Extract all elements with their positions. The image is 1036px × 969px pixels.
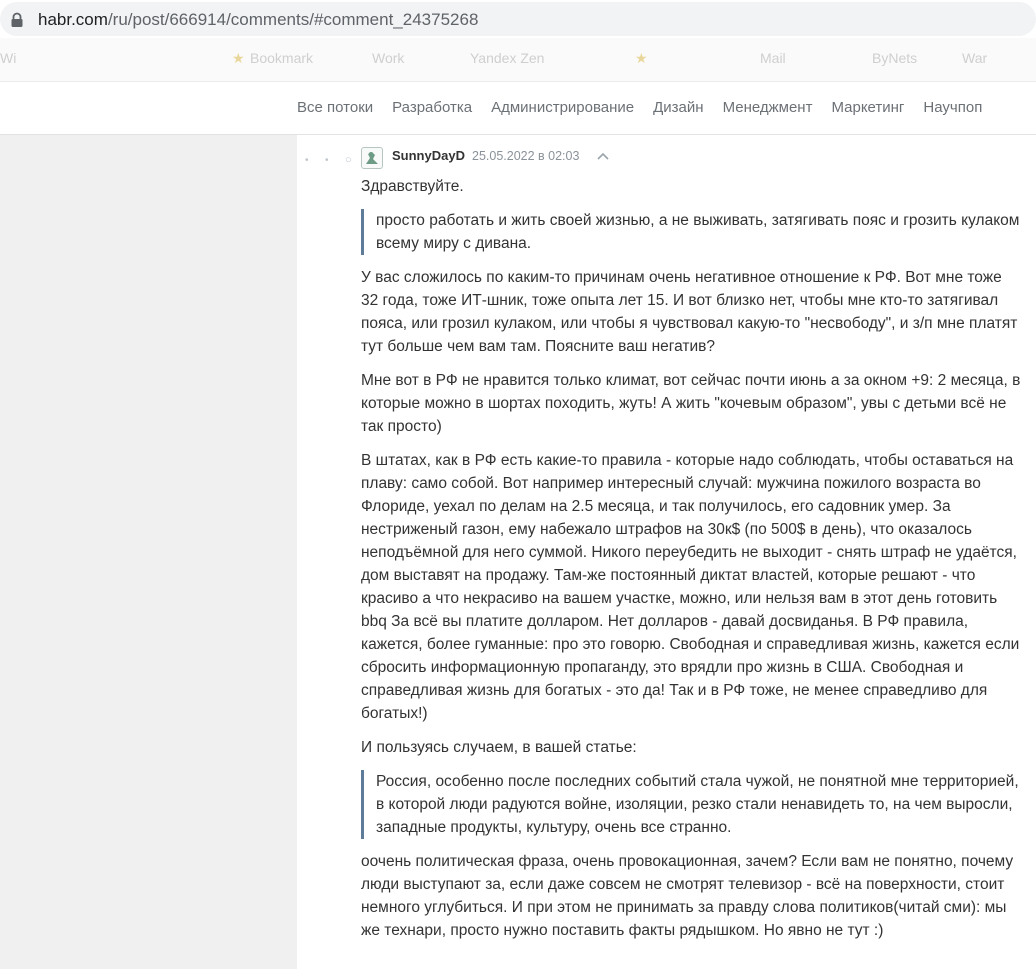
avatar[interactable] — [361, 147, 383, 169]
nav-management[interactable]: Менеджмент — [722, 99, 813, 116]
lock-icon[interactable] — [10, 12, 24, 28]
comment-paragraph: И пользуясь случаем, в вашей статье: — [361, 739, 637, 756]
bookmark-item[interactable]: Mail — [760, 50, 786, 66]
url-path: /ru/post/666914/comments/#comment_24375268 — [107, 10, 479, 29]
nav-all-flows[interactable]: Все потоки — [297, 99, 374, 116]
avatar-identicon-icon — [362, 148, 382, 168]
nav-marketing[interactable]: Маркетинг — [831, 99, 905, 116]
url-domain: habr.com — [38, 10, 108, 29]
nav-development[interactable]: Разработка — [392, 99, 473, 116]
bookmark-item[interactable]: Yandex Zen — [470, 50, 545, 66]
thread-circle-icon: ○ — [345, 154, 352, 166]
bookmarks-bar — [0, 38, 1036, 82]
bookmark-item[interactable]: ByNets — [872, 50, 918, 66]
comment-paragraph: У вас сложилось по каким-то причинам очень негативное отношение к РФ. Вот мне тоже 32 года, тоже ИТ-шник, тоже опыта лет 15. И вот близко нет, чтобы мне кто-то затягивал пояса, или грозил кулаком, или чтобы я чувствовал какую-то "несвободу", и з/п мне платят тут больше чем вам там. Поясните ваш негатив? — [361, 269, 1018, 355]
comment-body — [361, 175, 1021, 953]
site-header — [0, 82, 1036, 135]
bookmark-item[interactable]: Wi — [0, 50, 17, 66]
thread-dot-icon: • — [325, 155, 329, 166]
browser-address-bar — [0, 0, 1036, 38]
nav-design[interactable]: Дизайн — [653, 99, 704, 116]
comment-greeting: Здравствуйте. — [361, 178, 464, 195]
comment-paragraph: Мне вот в РФ не нравится только климат, вот сейчас почти июнь а за окном +9: 2 месяца, в которые можно в шортах походить, жуть! А жить "кочевым образом", увы с детьми всё не так просто) — [361, 372, 1021, 435]
thread-dot-icon: • — [305, 155, 309, 166]
chevron-up-icon[interactable] — [597, 152, 609, 160]
comment-timestamp[interactable]: 25.05.2022 в 02:03 — [472, 149, 580, 163]
bookmark-item[interactable]: War — [962, 50, 988, 66]
comment-paragraph: В штатах, как в РФ есть какие-то правила - которые надо соблюдать, чтобы оставаться на плаву: само собой. Вот например интересный случай: мужчина пожилого возраста во Флориде, уехал по делам на 2.5 месяца, и так получилось, его садовник умер. За нестриженый газон, ему набежало штрафов на 30к$ (по 500$ в день), что оказалось неподъёмной для него суммой. Никого переубедить не выходит - снять штраф не удаётся, дом выставят на продажу. Там-же постоянный диктат властей, которые решают - что красиво а что некрасиво на вашем участке, можно, или нельзя вам в этот день готовить bbq За всё вы платите долларом. Нет долларов - давай досвиданья. В РФ правила, кажется, более гуманные: про это говорю. Свободная и справедливая жизнь, кажется если сбросить информационную пропаганду, это врядли про жизнь в США. Свободная и справедливая жизнь для богатых - это да! Так и в РФ тоже, не менее справедливо для богатых!) — [361, 452, 1020, 722]
bookmark-item[interactable]: Bookmark — [250, 50, 314, 66]
flows-nav — [297, 99, 1001, 116]
comment-container — [297, 135, 1036, 969]
nav-popsci[interactable]: Научпоп — [923, 99, 983, 116]
nav-administration[interactable]: Администрирование — [491, 99, 635, 116]
comment-paragraph: оочень политическая фраза, очень провокационная, зачем? Если вам не понятно, почему люди выступают за, если даже совсем не смотрят телевизор - всё на поверхности, стоит немного углубиться. И при этом не принимать за правду слова политиков(читай сми): мы же технари, просто нужно поставить факты рядышком. Но явно не тут :) — [361, 853, 1014, 939]
comment-author[interactable]: SunnyDayD — [392, 148, 465, 163]
bookmark-star-icon: ★ — [635, 50, 648, 66]
url-bar[interactable] — [0, 2, 1036, 36]
bookmark-item[interactable]: Work — [372, 50, 405, 66]
url-text[interactable] — [38, 10, 478, 30]
blockquote: Россия, особенно после последних событий стала чужой, не понятной мне территорией, в которой люди радуются войне, изоляции, резко стали ненавидеть то, на чем выросли, западные продукты, культуру, очень все странно. — [361, 770, 1021, 839]
bookmark-star-icon: ★ — [232, 50, 245, 66]
blockquote: просто работать и жить своей жизнью, а не выживать, затягивать пояс и грозить кулаком всему миру с дивана. — [361, 209, 1021, 255]
